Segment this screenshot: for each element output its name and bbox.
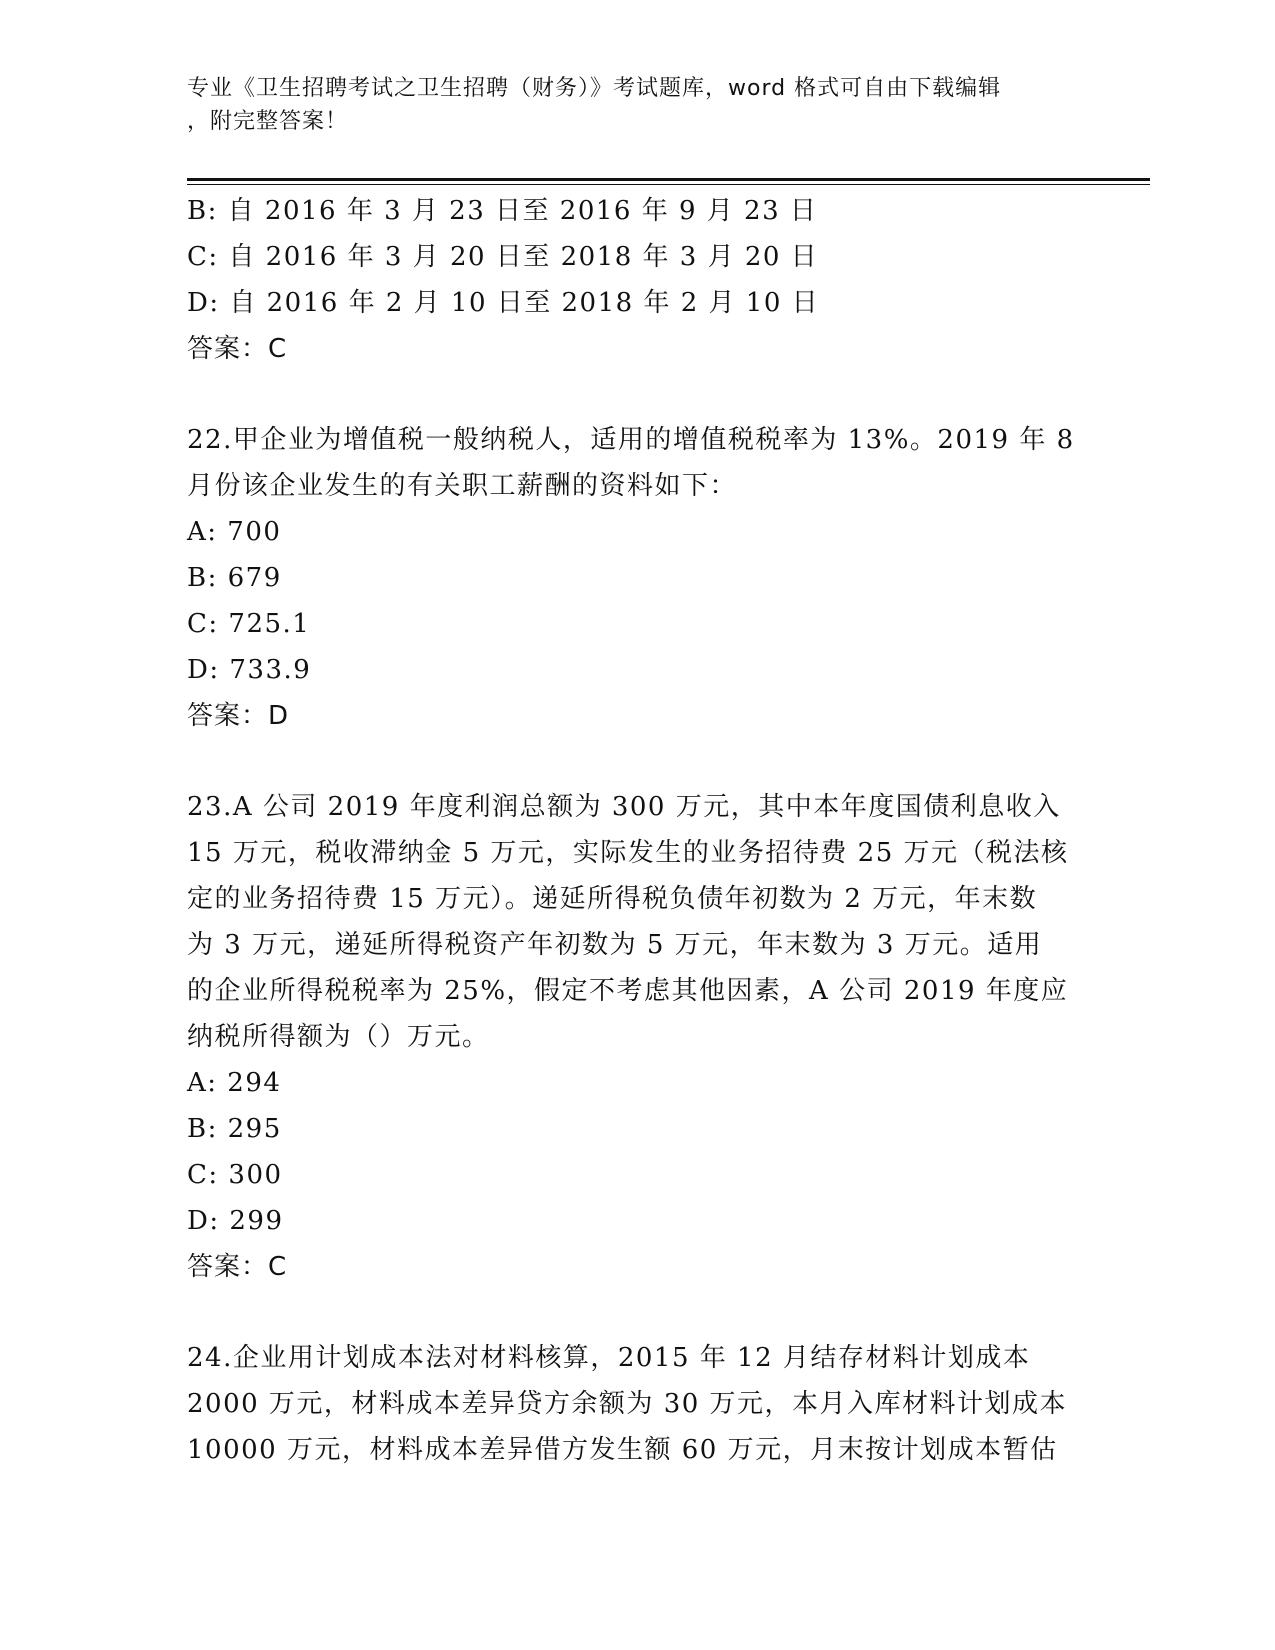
option-d: D: 自 2016 年 2 月 10 日至 2018 年 2 月 10 日 [187, 288, 820, 318]
option-b: B: 295 [187, 1114, 282, 1144]
option-b: B: 679 [187, 563, 282, 593]
question-text-line: 纳税所得额为（）万元。 [187, 1022, 490, 1052]
header-rule-thin [187, 184, 1150, 185]
option-a: A: 294 [187, 1068, 282, 1098]
document-body [187, 188, 1087, 1473]
header-line-1: 专业《卫生招聘考试之卫生招聘（财务）》考试题库，word 格式可自由下载编辑 [187, 76, 1002, 101]
question-text-line: 24.企业用计划成本法对材料核算，2015 年 12 月结存材料计划成本 [187, 1343, 1031, 1373]
answer-line: 答案：C [187, 334, 288, 364]
header-line-2: ，附完整答案！ [187, 109, 349, 134]
question-23 [187, 784, 1087, 1290]
question-text-line: 23.A 公司 2019 年度利润总额为 300 万元，其中本年度国债利息收入 [187, 792, 1061, 822]
header-rule-thick [187, 178, 1150, 181]
document-header [187, 72, 1067, 138]
answer-line: 答案：C [187, 1252, 288, 1282]
option-b: B: 自 2016 年 3 月 23 日至 2016 年 9 月 23 日 [187, 196, 818, 226]
question-text-line: 2000 万元，材料成本差异贷方余额为 30 万元，本月入库材料计划成本 [187, 1389, 1068, 1419]
option-c: C: 300 [187, 1160, 283, 1190]
option-c: C: 725.1 [187, 609, 311, 639]
answer-line: 答案：D [187, 701, 290, 731]
option-a: A: 700 [187, 517, 282, 547]
question-24 [187, 1335, 1087, 1473]
spacer [187, 1290, 1087, 1335]
question-text-line: 10000 万元，材料成本差异借方发生额 60 万元，月末按计划成本暂估 [187, 1435, 1058, 1465]
question-text-line: 15 万元，税收滞纳金 5 万元，实际发生的业务招待费 25 万元（税法核 [187, 838, 1069, 868]
question-text-line: 定的业务招待费 15 万元）。递延所得税负债年初数为 2 万元，年末数 [187, 884, 1038, 914]
question-22 [187, 417, 1087, 739]
option-d: D: 733.9 [187, 655, 312, 685]
question-text-line: 月份该企业发生的有关职工薪酬的资料如下： [187, 471, 738, 501]
question-text-line: 为 3 万元，递延所得税资产年初数为 5 万元，年末数为 3 万元。适用 [187, 930, 1043, 960]
question-21-continued [187, 188, 1087, 372]
option-d: D: 299 [187, 1206, 284, 1236]
question-text-line: 22.甲企业为增值税一般纳税人，适用的增值税税率为 13%。2019 年 8 [187, 425, 1075, 455]
option-c: C: 自 2016 年 3 月 20 日至 2018 年 3 月 20 日 [187, 242, 819, 272]
spacer [187, 372, 1087, 417]
spacer [187, 739, 1087, 784]
question-text-line: 的企业所得税税率为 25%，假定不考虑其他因素，A 公司 2019 年度应 [187, 976, 1069, 1006]
